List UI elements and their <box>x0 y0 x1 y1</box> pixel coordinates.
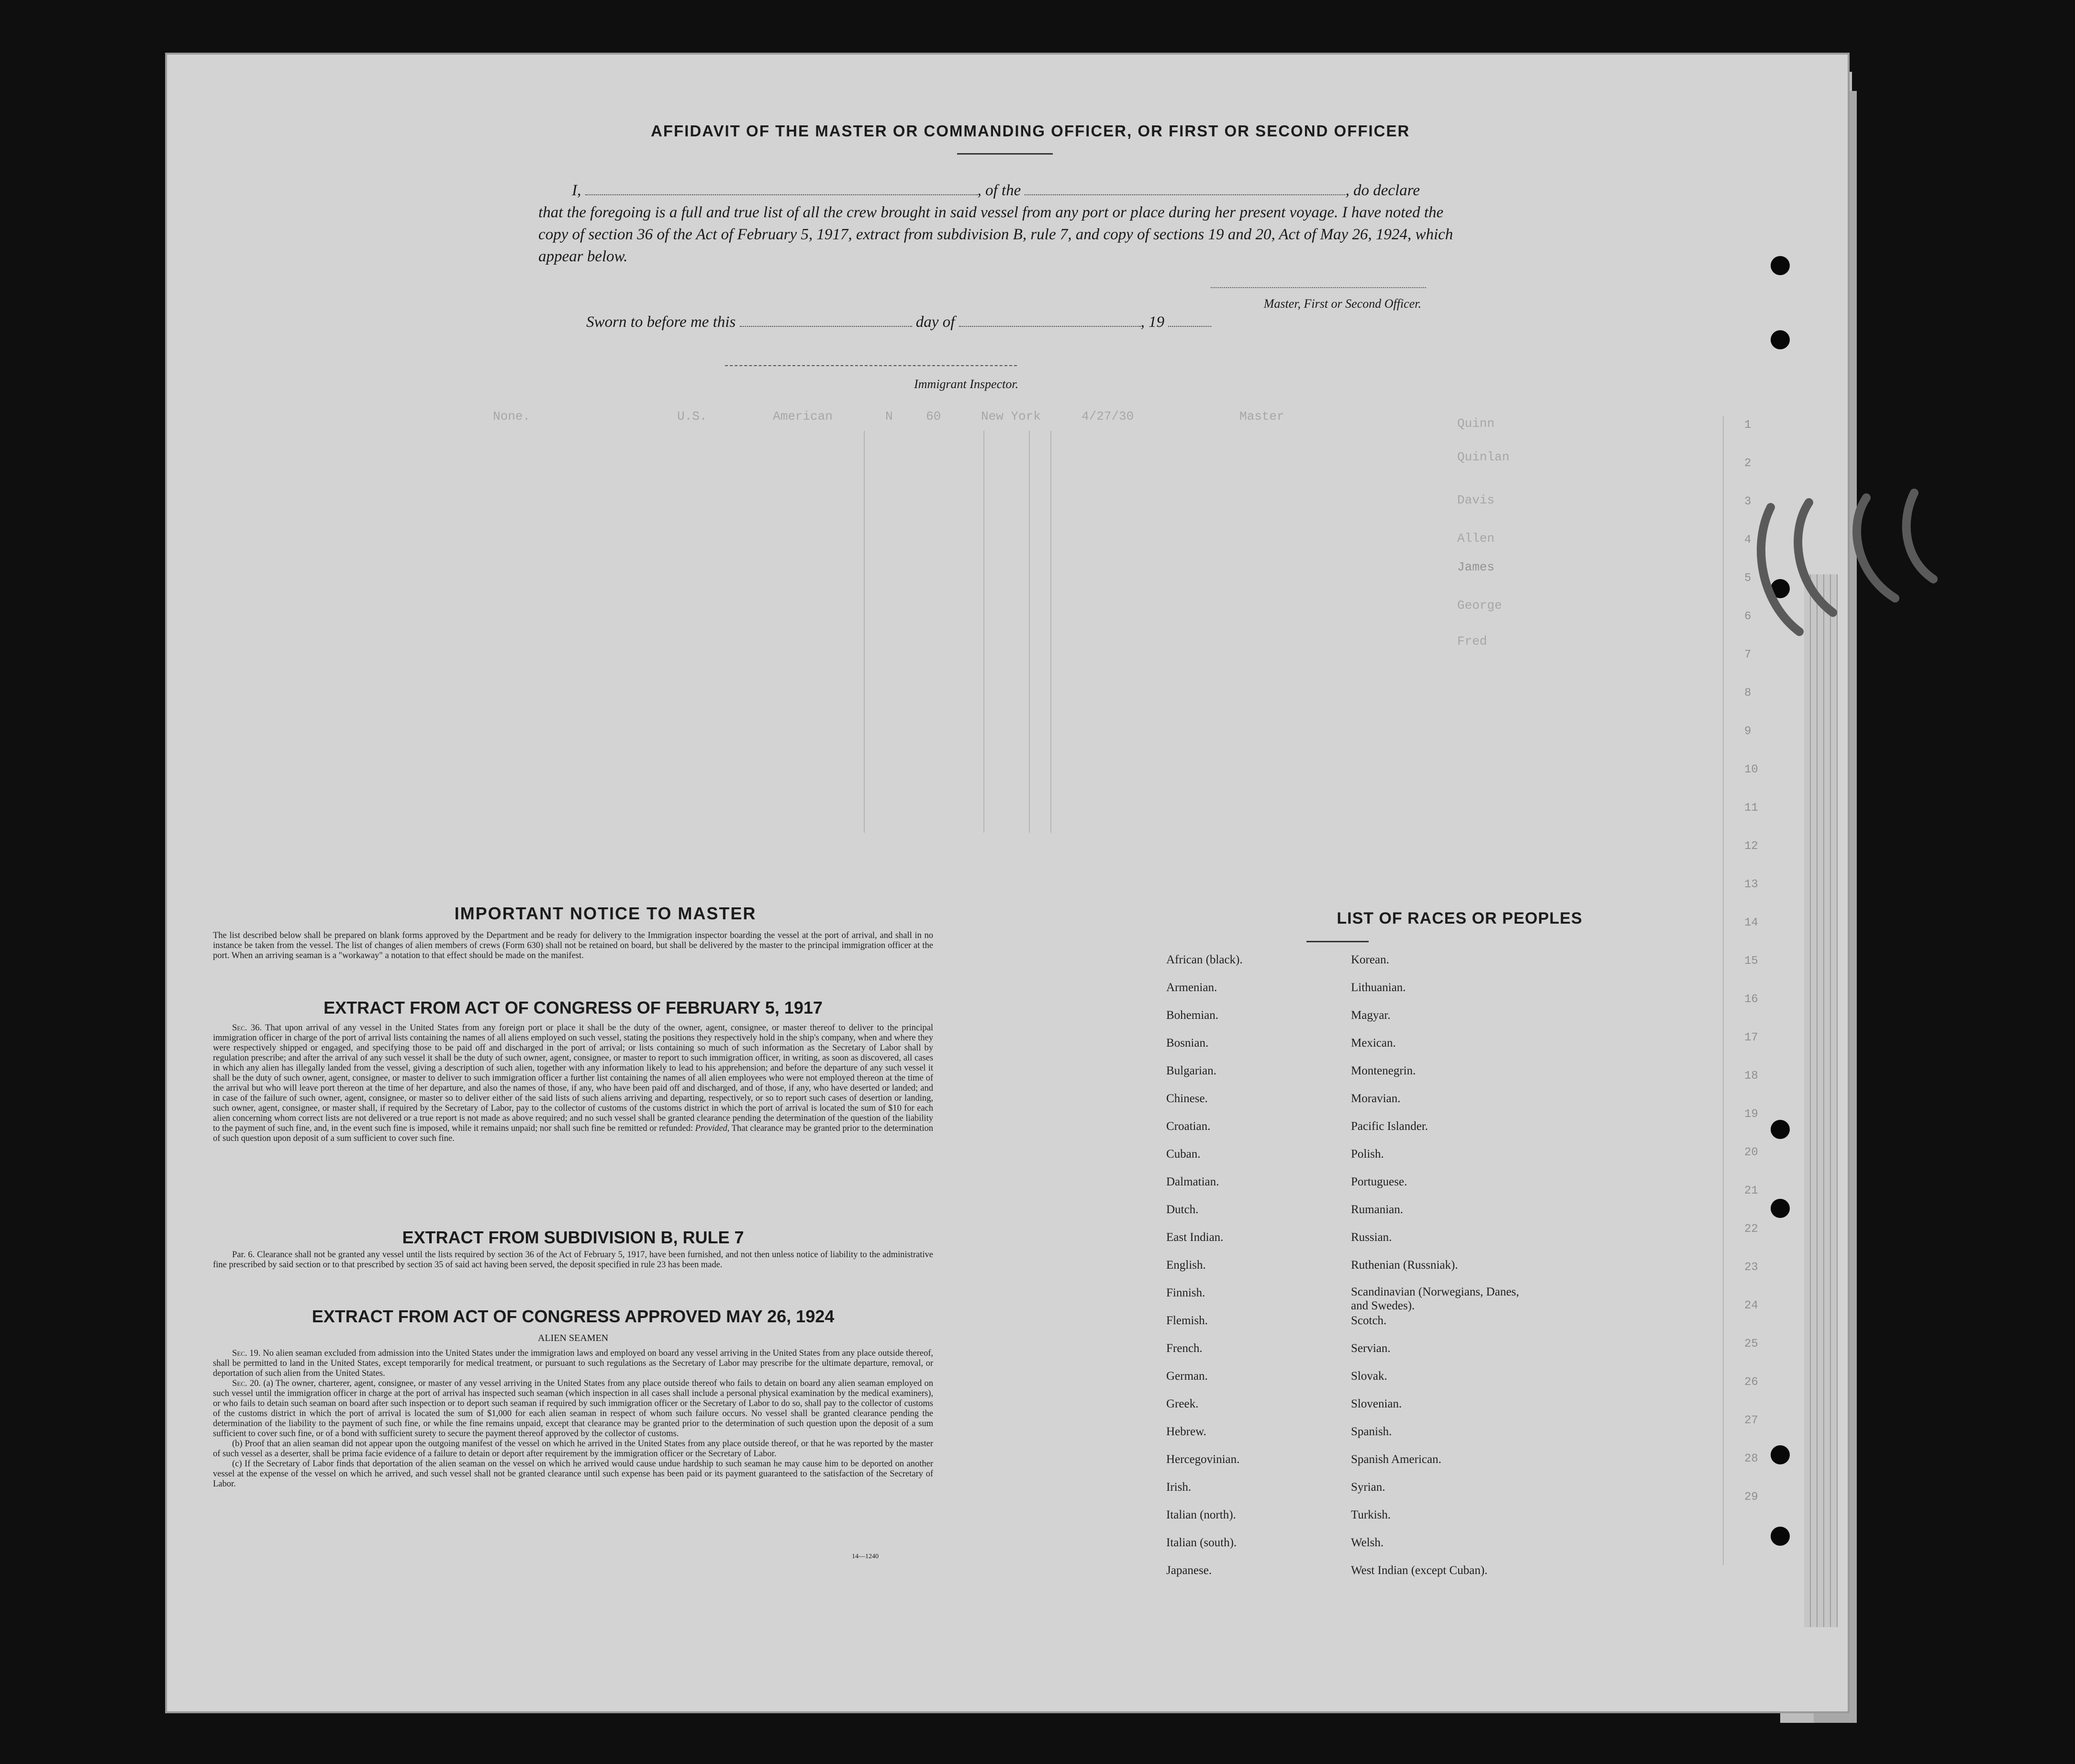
inspector-label: Immigrant Inspector. <box>914 377 1019 391</box>
row-number: 25 <box>1744 1338 1758 1351</box>
row-number: 17 <box>1744 1031 1758 1044</box>
race-item: Greek. <box>1166 1397 1199 1410</box>
row-number: 2 <box>1744 457 1751 470</box>
race-item: Dutch. <box>1166 1203 1199 1216</box>
ghost-column-line <box>1050 431 1051 833</box>
race-item: Scotch. <box>1351 1314 1387 1327</box>
alien-seamen-subheading: ALIEN SEAMEN <box>537 1333 609 1343</box>
sworn-month-blank[interactable] <box>959 313 1141 327</box>
race-item: Irish. <box>1166 1481 1192 1494</box>
sec-20a-text: (a) The owner, charterer, agent, consignee, or master of any vessel arriving in the United States from any place outside thereof who fails to detain on board any alien seaman employed on such vessel until the immigration officer in charge at the port of arrival has inspected such seaman (which inspection in all cases shall include a personal physical examination by the medical examiners), or who fails to detain such seaman on board after such inspection or to deport such seaman if required by such immigration officer or the Secretary of Labor to do so, shall pay to the collector of customs of the customs district in which the port of arrival is located the sum of $1,000 for each alien seaman in respect of whom such failure occurs. No vessel shall be granted clearance pending the determination of the liability to the payment of such fine, or while the fine remains unpaid, except that clearance may be granted prior to the determination of such question upon the deposit of a sum sufficient to cover such fine, or of a bond with sufficient surety to secure the payment thereof approved by the collector of customs. <box>213 1379 933 1439</box>
row-number: 24 <box>1744 1299 1758 1312</box>
ghost-none: None. <box>493 409 531 424</box>
race-item: Finnish. <box>1166 1286 1205 1299</box>
affidavit-i: I, <box>572 182 581 199</box>
row-number: 27 <box>1744 1414 1758 1427</box>
row-number: 15 <box>1744 955 1758 968</box>
sworn-year-blank[interactable] <box>1168 313 1211 327</box>
sec-20c-text: (c) If the Secretary of Labor finds that deportation of the alien seaman on the vessel on which he arrived would cause undue hardship to such seaman he may cause him to be deported on another vessel at the expense of the vessel on which he arrived, and such vessel shall not be granted clearance until such expense has been paid or its payment guaranteed to the satisfaction of the Secretary of Labor. <box>213 1459 933 1489</box>
row-number: 1 <box>1744 419 1751 432</box>
sworn-start: Sworn to before me this <box>586 313 736 331</box>
race-item: Montenegrin. <box>1351 1064 1416 1077</box>
affidavit-body: that the foregoing is a full and true list of all the crew brought in said vessel from any port or place during her present voyage. I have noted the copy of section 36 of the Act of February 5, 1917, extract from subdivision B, rule 7, and copy of sections 19 and 20, Act of May 26, 1924, which appear below. <box>538 204 1453 265</box>
row-number: 3 <box>1744 495 1751 508</box>
proviso-text: That clearance may be granted prior to the determination of such question upon deposit of a sum sufficient to cover such fine. <box>213 1124 934 1143</box>
row-number: 23 <box>1744 1261 1758 1274</box>
race-item: Bosnian. <box>1166 1037 1209 1049</box>
sec-36-text: That upon arrival of any vessel in the United States from any foreign port or place it shall be the duty of the owner, agent, consignee, or master thereof to deliver to the principal immigration officer in charge of the port of arrival lists containing the names of all aliens employed on such vessel, stating the positions they respectively hold in the ship's company, when and where they were respectively shipped or engaged, and specifying those to be paid off and discharged in the port of arrival; or lists containing so much of such information as the Secretary of Labor shall by regulation prescribe; and after the arrival of any such vessel it shall be the duty of such owner, agent, consignee, or master to report to such immigration officer, in writing, as soon as discovered, all cases in which any alien has illegally landed from the vessel, giving a description of such alien, together with any information likely to lead to his apprehension; and before the departure of any such vessel it shall be the duty of such owner, agent, consignee, or master to deliver to such immigration officer a further list containing the names of all alien employees who were not employed thereon at the time of the arrival but who will leave port thereon at the time of her departure, and also the names of those, if any, who have been paid off and discharged, and of those, if any, who have deserted or landed; and in case of the failure of such owner, agent, consignee, or master so to deliver either of the said lists of such aliens arriving and departing, respectively, or so to report such cases of desertion or landing, such owner, agent, consignee, or master shall, if required by the Secretary of Labor, pay to the collector of customs of the customs district in which the port of arrival is located the sum of $10 for each alien concerning whom correct lists are not delivered or a true report is not made as above required; and no such vessel shall be granted clearance pending the determination of the question of the liability to the payment of such fine, and, in the event such fine is imposed, while it remains unpaid; nor shall such fine be remitted or refunded: <box>213 1023 933 1133</box>
handwritten-mark <box>1742 488 1948 646</box>
race-item: Japanese. <box>1166 1564 1212 1577</box>
row-number: 8 <box>1744 687 1751 700</box>
vessel-blank[interactable] <box>1025 182 1345 195</box>
race-item: Magyar. <box>1351 1009 1391 1022</box>
race-item: Armenian. <box>1166 981 1217 994</box>
races-heading: LIST OF RACES OR PEOPLES <box>1337 909 1583 927</box>
race-item: Servian. <box>1351 1342 1391 1355</box>
race-item: Dalmatian. <box>1166 1175 1219 1188</box>
master-signature-line[interactable] <box>1211 287 1426 288</box>
sworn-line <box>586 313 1256 331</box>
punch-hole <box>1771 1120 1790 1139</box>
race-item: Slovenian. <box>1351 1397 1402 1410</box>
ghost-name: Quinn <box>1457 416 1495 431</box>
inspector-signature-line[interactable] <box>725 365 1017 366</box>
extract-rule7-body: Par. 6. Clearance shall not be granted any vessel until the lists required by section 36 of the Act of February 5, 1917, have been furnished, and not then unless notice of liability to the administrative fine prescribed by said section or to that prescribed by section 35 of said act having been served, the deposit specified in rule 23 has been made. <box>213 1250 933 1270</box>
race-item: Lithuanian. <box>1351 981 1406 994</box>
affidavit-of-the: , of the <box>977 182 1021 199</box>
race-item: Welsh. <box>1351 1536 1384 1549</box>
row-number: 12 <box>1744 840 1758 853</box>
sec-20-label: Sec. 20. <box>232 1379 261 1388</box>
ghost-column-line <box>864 431 865 833</box>
ghost-city: New York <box>981 409 1041 424</box>
race-item: West Indian (except Cuban). <box>1351 1564 1488 1577</box>
extract-rule7-heading: EXTRACT FROM SUBDIVISION B, RULE 7 <box>402 1228 744 1247</box>
race-item: Bulgarian. <box>1166 1064 1216 1077</box>
affidavit-declare: , do declare <box>1345 182 1420 199</box>
ghost-name: Davis <box>1457 493 1495 507</box>
sworn-year: , 19 <box>1140 313 1165 331</box>
extract-1917-body <box>213 1023 933 1144</box>
ghost-n: N <box>885 409 893 424</box>
race-item: Ruthenian (Russniak). <box>1351 1259 1458 1272</box>
row-number: 18 <box>1744 1070 1758 1083</box>
race-item: Italian (north). <box>1166 1508 1236 1521</box>
sworn-day-of: day of <box>915 313 955 331</box>
row-number: 26 <box>1744 1376 1758 1389</box>
affidavit-title: AFFIDAVIT OF THE MASTER OR COMMANDING OFFICER, OR FIRST OR SECOND OFFICER <box>651 122 1410 140</box>
title-rule <box>957 153 1053 155</box>
ghost-name: Allen <box>1457 531 1495 546</box>
row-number: 14 <box>1744 916 1758 929</box>
race-item: Slovak. <box>1351 1370 1387 1383</box>
ghost-master: Master <box>1239 409 1284 424</box>
row-number: 5 <box>1744 572 1751 585</box>
race-item: Spanish. <box>1351 1425 1392 1438</box>
sec-19-text: No alien seaman excluded from admission into the United States under the immigration laws and employed on board any vessel arriving in the United States from any place outside thereof, shall be permitted to land in the United States, except temporarily for medical treatment, or pursuant to such regulations as the Secretary of Labor may prescribe for the ultimate departure, removal, or deportation of such alien from the United States. <box>213 1349 934 1378</box>
race-item: Italian (south). <box>1166 1536 1237 1549</box>
form-number: 14—1240 <box>852 1553 879 1560</box>
proviso-label: Provided, <box>695 1124 730 1133</box>
race-item: Spanish American. <box>1351 1453 1441 1466</box>
race-item: African (black). <box>1166 953 1243 966</box>
affidavit-text <box>538 179 1467 268</box>
ghost-name: Fred <box>1457 634 1487 648</box>
race-item: Portuguese. <box>1351 1175 1407 1188</box>
row-number: 28 <box>1744 1452 1758 1465</box>
sec-20b-text: (b) Proof that an alien seaman did not appear upon the outgoing manifest of the vessel on which he arrived in the United States from any place outside thereof, or that he was reported by the master of such vessel as a deserter, shall be prima facie evidence of a failure to detain or deport after requirement by the immigration officer or the Secretary of Labor. <box>213 1439 933 1459</box>
name-blank[interactable] <box>585 182 978 195</box>
race-item: Mexican. <box>1351 1037 1396 1049</box>
race-item: French. <box>1166 1342 1203 1355</box>
row-number: 6 <box>1744 610 1751 623</box>
ghost-date: 4/27/30 <box>1082 409 1134 424</box>
punch-hole <box>1771 1527 1790 1546</box>
row-number: 13 <box>1744 878 1758 891</box>
row-number: 29 <box>1744 1491 1758 1504</box>
punch-hole <box>1771 256 1790 275</box>
race-item: Rumanian. <box>1351 1203 1404 1216</box>
race-item: Hebrew. <box>1166 1425 1206 1438</box>
ghost-name: George <box>1457 598 1502 613</box>
race-item: Polish. <box>1351 1148 1384 1161</box>
ghost-column-line <box>1723 416 1724 1565</box>
row-number: 10 <box>1744 763 1758 776</box>
punch-hole <box>1771 1199 1790 1218</box>
ghost-name: Quinlan <box>1457 450 1510 464</box>
race-item: German. <box>1166 1370 1208 1383</box>
extract-1924-body <box>213 1349 933 1489</box>
ghost-column-line <box>983 431 984 833</box>
race-item: East Indian. <box>1166 1231 1224 1244</box>
race-item: Russian. <box>1351 1231 1392 1244</box>
sec-36-label: Sec. 36. <box>232 1023 262 1033</box>
row-number: 16 <box>1744 993 1758 1006</box>
row-number: 20 <box>1744 1146 1758 1159</box>
race-item: Moravian. <box>1351 1092 1401 1105</box>
row-number: 21 <box>1744 1184 1758 1197</box>
sworn-day-blank[interactable] <box>740 313 912 327</box>
race-item: Chinese. <box>1166 1092 1208 1105</box>
master-label: Master, First or Second Officer. <box>1263 297 1421 311</box>
punch-hole <box>1771 330 1790 349</box>
race-item: Turkish. <box>1351 1508 1391 1521</box>
ghost-age: 60 <box>926 409 941 424</box>
ghost-us: U.S. <box>677 409 707 424</box>
race-item: Bohemian. <box>1166 1009 1219 1022</box>
race-item: Croatian. <box>1166 1120 1211 1133</box>
race-item: Scandinavian (Norwegians, Danes, and Swedes). <box>1351 1285 1519 1312</box>
race-item: Flemish. <box>1166 1314 1208 1327</box>
ghost-column-line <box>1029 431 1030 833</box>
row-number: 7 <box>1744 648 1751 661</box>
ghost-american: American <box>773 409 833 424</box>
races-rule <box>1306 941 1369 942</box>
notice-body: The list described below shall be prepared on blank forms approved by the Department and be ready for delivery to the Immigration inspector boarding the vessel at the port of arrival, and shall in no instance be taken from the vessel. The list of changes of alien members of crews (Form 630) shall not be retained on board, but shall be delivered by the master to the principal immigration officer at the port. When an arriving seaman is a "workaway" a notation to that effect should be made on the manifest. <box>213 931 933 960</box>
ruled-margin <box>1804 574 1838 1627</box>
race-item: Hercegovinian. <box>1166 1453 1240 1466</box>
race-item: Cuban. <box>1166 1148 1201 1161</box>
extract-1924-heading: EXTRACT FROM ACT OF CONGRESS APPROVED MAY 26, 1924 <box>312 1306 835 1326</box>
row-number: 4 <box>1744 534 1751 547</box>
row-number: 22 <box>1744 1223 1758 1236</box>
race-item: Syrian. <box>1351 1481 1385 1494</box>
sec-19-label: Sec. 19. <box>232 1349 261 1358</box>
row-number: 11 <box>1744 802 1758 815</box>
notice-heading: IMPORTANT NOTICE TO MASTER <box>454 904 757 923</box>
punch-hole <box>1771 1445 1790 1464</box>
row-number: 9 <box>1744 725 1751 738</box>
row-number: 19 <box>1744 1108 1758 1121</box>
race-item: English. <box>1166 1259 1206 1272</box>
extract-1917-heading: EXTRACT FROM ACT OF CONGRESS OF FEBRUARY 5, 1917 <box>324 998 823 1017</box>
ghost-name: James <box>1457 560 1495 574</box>
race-item: Pacific Islander. <box>1351 1120 1428 1133</box>
race-item: Korean. <box>1351 953 1389 966</box>
